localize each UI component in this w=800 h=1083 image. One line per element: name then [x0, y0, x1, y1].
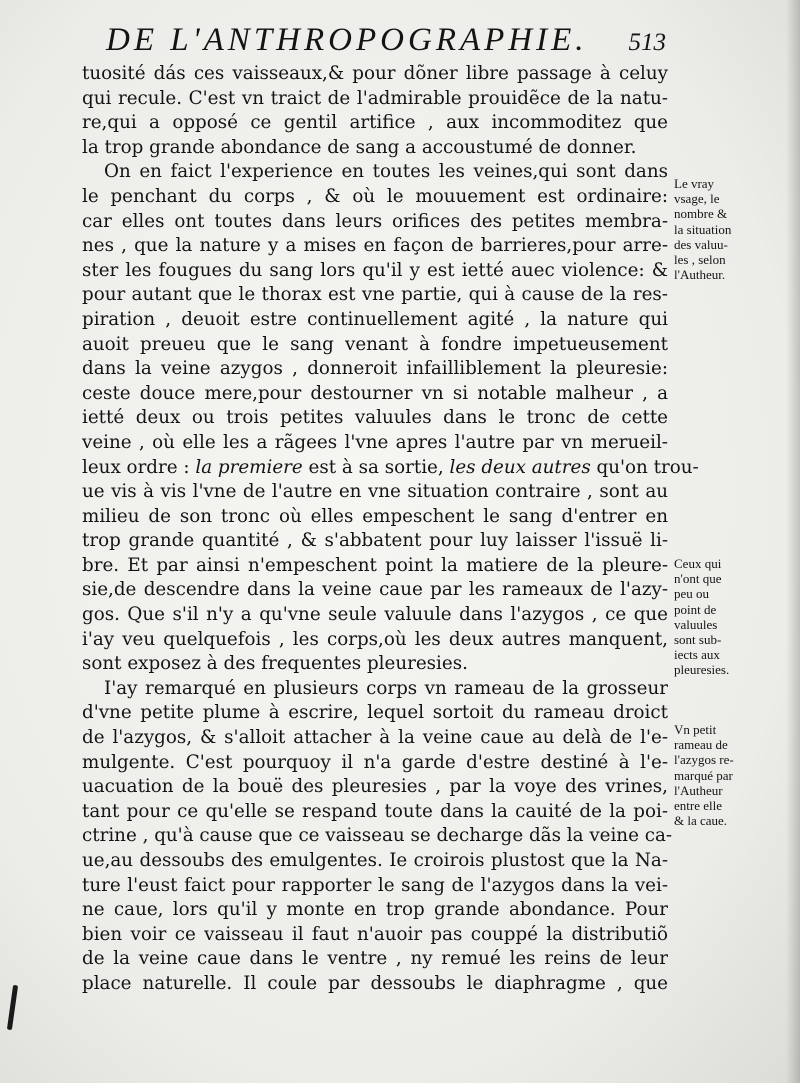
margin-note-line: pleuresies. [674, 662, 730, 678]
text-segment: leux ordre : [82, 456, 196, 478]
text-segment: mulgente. C'est pourquoy il n'a garde d'estre destiné à l'e- [82, 751, 668, 773]
text-line [82, 431, 668, 456]
margin-note-line: l'Autheur. [674, 267, 726, 283]
margin-note-line: Ceux qui [674, 556, 722, 571]
margin-note-line: & la caue. [674, 813, 728, 829]
text-segment: qu'on trou- [590, 456, 699, 478]
text-line [82, 185, 668, 210]
margin-note-line: des valuu- [674, 236, 728, 252]
text-line [82, 308, 668, 333]
margin-note-pleurisy [674, 556, 792, 678]
text-segment: ne caue, lors qu'il y monte en trop grande abondance. Pour [82, 899, 668, 921]
text-segment: la trop grande abondance de sang a accoustumé de donner. [82, 136, 637, 158]
text-line [82, 800, 668, 825]
margin-note-line: Le vray [674, 176, 715, 191]
margin-note-line: entre elle [674, 798, 722, 814]
margin-note-line: point de [674, 601, 717, 617]
text-segment: dans la veine azygos , donneroit infailliblement la pleuresie: [82, 358, 668, 380]
text-line [82, 775, 668, 800]
text-segment: re,qui a opposé ce gentil artifice , aux incommoditez que [82, 112, 668, 134]
margin-note-line: iects aux [674, 647, 720, 663]
margin-note-line: Vn petit [674, 722, 717, 737]
text-segment: trop grande quantité , & s'abbatent pour luy laisser l'issuë li- [82, 530, 668, 552]
text-segment: le penchant du corps , & où le mouuement est ordinaire: [82, 185, 668, 207]
margin-note-line: marqué par [674, 767, 733, 783]
text-line [82, 849, 668, 874]
margin-note-line: nombre & [674, 206, 728, 222]
text-line [82, 701, 668, 726]
text-segment: nes , que la nature y a mises en façon de barrieres,pour arre- [82, 235, 668, 257]
margin-note-line: vsage, le [674, 191, 720, 207]
text-line [82, 505, 668, 530]
text-line [82, 603, 668, 628]
text-segment: qui recule. C'est vn traict de l'admirable prouidẽce de la natu- [82, 87, 668, 109]
text-line [82, 333, 668, 358]
text-segment: ceste douce mere,pour destourner vn si notable malheur , a [82, 382, 668, 404]
text-line [82, 234, 668, 259]
text-segment: de l'azygos, & s'alloit attacher à la veine caue au delà de l'e- [82, 727, 668, 749]
text-segment: gos. Que s'il n'y a qu'vne seule valuule dans l'azygos , ce que [82, 604, 668, 626]
text-line [82, 923, 668, 948]
text-segment: auoit preueu que le sang venant à fondre impetueusement [82, 333, 668, 355]
text-line [82, 554, 668, 579]
text-segment: veine , où elle les a rãgees l'vne apres l'autre par vn merueil- [82, 431, 668, 453]
text-segment: tuosité dás ces vaisseaux,& pour dõner libre passage à celuy [82, 63, 668, 84]
text-line [82, 160, 668, 185]
text-line [82, 898, 668, 923]
ink-mark [7, 985, 18, 1030]
text-segment: place naturelle. Il coule par dessoubs le diaphragme , que [82, 972, 668, 994]
text-line [82, 652, 668, 677]
text-segment: uacuation de la bouë des pleuresies , par la voye des vrines, [82, 776, 668, 798]
page-header [106, 22, 666, 62]
text-segment: d'vne petite plume à escrire, lequel sortoit du rameau droict [82, 702, 668, 724]
text-segment: i'ay veu quelquefois , les corps,où les deux autres manquent, [82, 628, 668, 650]
text-line [82, 480, 668, 505]
text-segment: tant pour ce qu'elle se respand toute dans la cauité de la poi- [82, 800, 668, 822]
text-line [82, 357, 668, 382]
text-line [82, 726, 668, 751]
text-segment: bien voir ce vaisseau il faut n'auoir pas couppé la distributiõ [82, 923, 668, 945]
text-segment: de la veine caue dans le ventre , ny remué les reins de leur [82, 948, 668, 970]
margin-note-line: valuules [674, 616, 718, 632]
text-line [82, 382, 668, 407]
text-line [82, 456, 699, 481]
margin-note-line: peu ou [674, 586, 710, 602]
text-line [82, 628, 668, 653]
text-segment: car elles ont toutes dans leurs orifices des petites membra- [82, 210, 668, 232]
text-segment: ctrine , qu'à cause que ce vaisseau se decharge dãs la veine ca- [82, 825, 673, 847]
text-segment: la premiere [195, 456, 303, 478]
margin-note-valves [674, 176, 792, 282]
margin-note-line: la situation [674, 221, 732, 237]
margin-note-azygos-branch [674, 722, 792, 828]
text-line [82, 87, 668, 112]
text-segment: On en faict l'experience en toutes les veines,qui sont dans [104, 161, 668, 183]
margin-note-line: sont sub- [674, 632, 722, 648]
text-segment: ture l'eust faict pour rapporter le sang de l'azygos dans la vei- [82, 874, 668, 896]
page-edge-shadow [786, 0, 800, 1083]
text-segment: ue,au dessoubs des emulgentes. Ie croirois plustost que la Na- [82, 850, 668, 871]
margin-note-line: n'ont que [674, 571, 722, 587]
text-segment: sont exposez à des frequentes pleuresies. [82, 653, 468, 675]
margin-note-line: rameau de [674, 737, 728, 753]
page-number: 513 [628, 29, 666, 56]
margin-note-line: l'Autheur [674, 782, 723, 798]
text-segment: bre. Et par ainsi n'empeschent point la matiere de la pleure- [82, 554, 668, 576]
text-segment: ster les fougues du sang lors qu'il y est ietté auec violence: & [82, 259, 668, 281]
text-line [82, 751, 668, 776]
margin-note-line: les , selon [674, 252, 726, 268]
text-line [82, 259, 668, 284]
text-line [82, 406, 668, 431]
text-segment: I'ay remarqué en plusieurs corps vn rameau de la grosseur [104, 677, 668, 699]
text-line [82, 874, 668, 899]
text-line [82, 62, 668, 87]
text-line [82, 947, 668, 972]
text-line [82, 578, 668, 603]
text-line [82, 677, 668, 702]
margin-note-line: l'azygos re- [674, 752, 734, 768]
text-line [82, 824, 673, 849]
text-line [82, 972, 668, 997]
text-segment: est à sa sortie, [302, 456, 450, 478]
text-segment: pour autant que le thorax est vne partie, qui à cause de la res- [82, 284, 668, 306]
text-segment: sie,de descendre dans la veine caue par les rameaux de l'azy- [82, 579, 668, 601]
text-line [82, 111, 668, 136]
text-segment: les deux autres [449, 456, 591, 478]
text-segment: milieu de son tronc où elles empeschent le sang d'entrer en [82, 505, 668, 527]
text-line [82, 210, 668, 235]
text-segment: piration , deuoit estre continuellement agité , la nature qui [82, 308, 668, 330]
running-head: DE L'ANTHROPOGRAPHIE. [106, 22, 588, 58]
text-segment: ietté deux ou trois petites valuules dans le tronc de cette [82, 407, 668, 429]
text-segment: ue vis à vis l'vne de l'autre en vne situation contraire , sont au [82, 481, 668, 503]
text-line [82, 529, 668, 554]
text-line [82, 136, 668, 161]
text-line [82, 283, 668, 308]
